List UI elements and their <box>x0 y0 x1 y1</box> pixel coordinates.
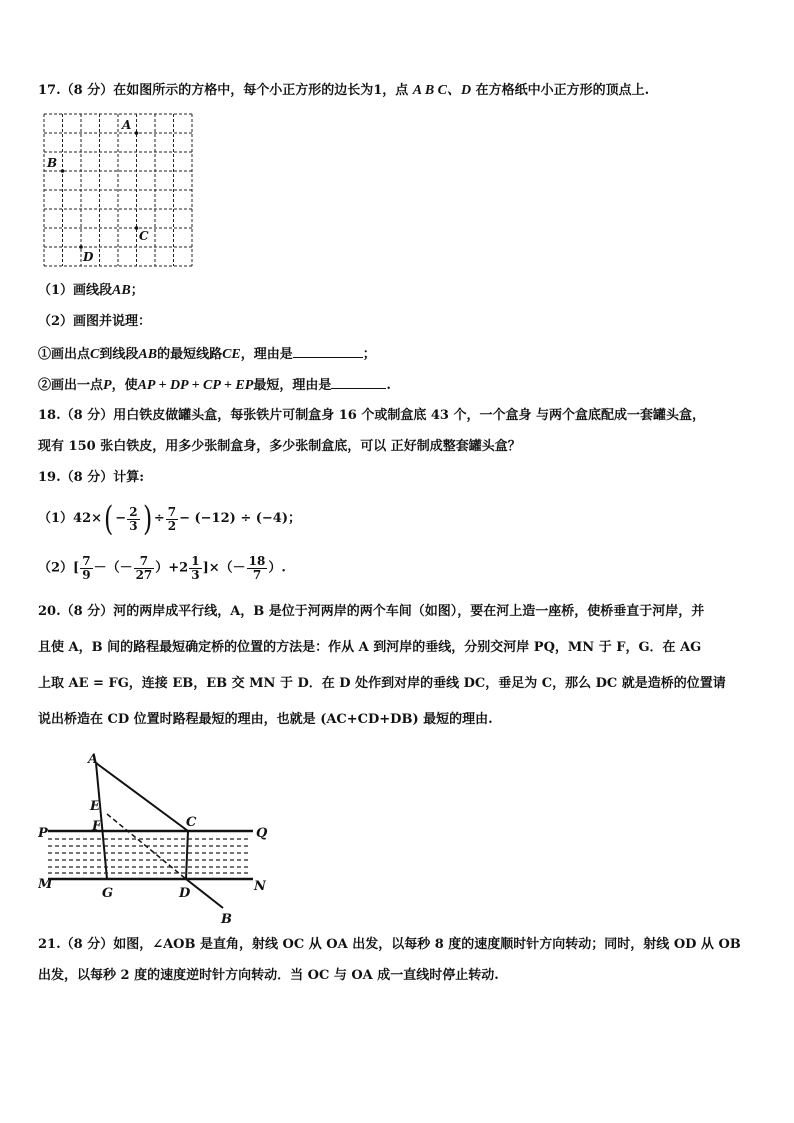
label-c: C <box>139 229 149 243</box>
q18-line1: 18.（8 分）用白铁皮做罐头盒，每张铁片可制盒身 16 个或制盒底 43 个，一个盒身 与两个盒底配成一套罐头盒， <box>38 408 705 423</box>
label-f: F <box>92 819 102 834</box>
label-g: G <box>102 886 114 901</box>
grid-figure <box>42 112 197 270</box>
fraction: $\frac{1}{3}$ <box>191 554 200 582</box>
point-c <box>135 226 139 230</box>
label-e: E <box>90 799 100 814</box>
fraction: $\frac{2}{3}$ <box>129 504 138 533</box>
q17-stem: 17.（8 分）在如图所示的方格中，每个小正方形的边长为1，点 A B C、D 在方格纸中小正方形的顶点上. <box>38 83 650 98</box>
q17-part2: （2）画图并说理： <box>38 314 152 329</box>
river-bridge-figure <box>38 748 278 926</box>
q20-line4: 说出桥造在 CD 位置时路程最短的理由，也就是 (AC+CD+DB) 最短的理由. <box>38 712 493 727</box>
q20-line1: 20.（8 分）河的两岸成平行线，A，B 是位于河两岸的两个车间（如图），要在河上造一座桥，使桥垂直于河岸，并 <box>38 604 705 619</box>
label-p: P <box>38 826 48 841</box>
q20-line2: 且使 A，B 间的路程最短确定桥的位置的方法是：作从 A 到河岸的垂线，分别交河岸 PQ，MN 于 F，G．在 AG <box>38 640 702 655</box>
label-q: Q <box>256 826 268 841</box>
fraction: $\frac{7}{2}$ <box>167 504 177 533</box>
q21-line1: 21.（8 分）如图，∠AOB 是直角，射线 OC 从 OA 出发，以每秒 8 度的速度顺时针方向转动；同时，射线 OD 从 OB <box>38 937 741 952</box>
q18-line2: 现有 150 张白铁皮，用多少张制盒身，多少张制盒底，可以 正好制成整套罐头盒？ <box>38 439 521 454</box>
label-a: A <box>122 118 132 132</box>
q17-part1: （1）画线段AB； <box>38 283 144 298</box>
fraction: $\frac{7}{9}$ <box>82 554 91 582</box>
label-m: M <box>38 877 53 892</box>
label-a: A <box>88 752 99 767</box>
label-b: B <box>221 912 232 926</box>
q19-part1: （1）42×( − $\frac{2}{3}$ ) ÷ $\frac{7}{2}$ − (−12) ÷ (−4)； <box>38 499 301 539</box>
label-b: B <box>47 156 58 170</box>
fraction: $\frac{7}{27}$ <box>135 554 153 582</box>
q19-part2: （2）[ $\frac{7}{9}$ －（－ $\frac{7}{27}$ ）+2 $\frac{1}{3}$ ]×（－ $\frac{18}{7}$ ）. <box>38 554 286 582</box>
point-b <box>61 169 65 173</box>
fraction: $\frac{18}{7}$ <box>248 554 266 582</box>
answer-blank-2[interactable] <box>331 376 386 389</box>
point-d <box>79 245 83 249</box>
q19-title: 19.（8 分）计算: <box>38 470 144 485</box>
q20-line3: 上取 AE = FG，连接 EB，EB 交 MN 于 D．在 D 处作到对岸的垂线 DC，垂足为 C，那么 DC 就是造桥的位置请 <box>38 676 726 691</box>
point-a <box>135 131 139 135</box>
q17-sub2: ②画出一点P，使AP + DP + CP + EP最短，理由是 . <box>38 378 391 393</box>
label-d: D <box>179 886 191 901</box>
q17-sub1: ①画出点C到线段AB的最短线路CE，理由是 ； <box>38 347 376 362</box>
label-c: C <box>186 815 197 830</box>
answer-blank-1[interactable] <box>293 345 363 358</box>
q21-line2: 出发，以每秒 2 度的速度逆时针方向转动．当 OC 与 OA 成一直线时停止转动. <box>38 968 499 983</box>
label-d: D <box>83 250 94 264</box>
label-n: N <box>254 879 266 894</box>
